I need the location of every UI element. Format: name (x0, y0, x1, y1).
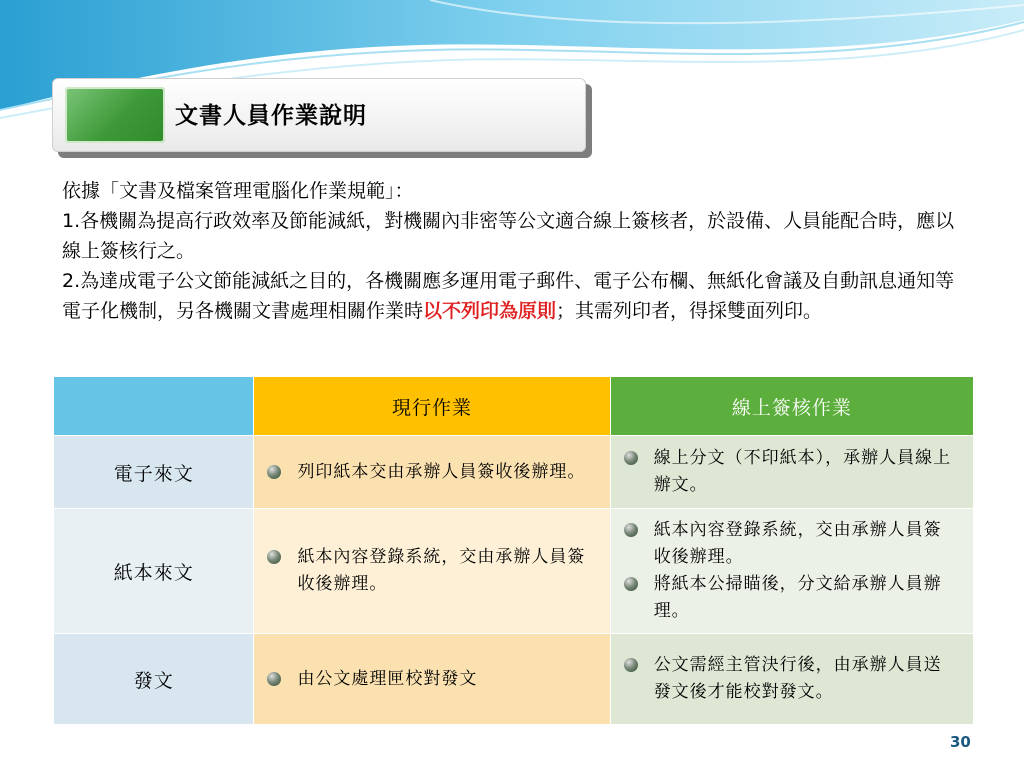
bullet-icon (624, 451, 638, 465)
bullet-icon (624, 658, 638, 672)
intro-line-3 (62, 266, 962, 326)
list-item-text: 紙本內容登錄系統，交由承辦人員簽收後辦理。 (653, 520, 942, 567)
table-row (54, 509, 974, 634)
intro-text (62, 176, 962, 326)
list-item (624, 652, 956, 706)
list-item-text: 列印紙本交由承辦人員簽收後辦理。 (297, 461, 586, 482)
intro-line-2: 1.各機關為提高行政效率及節能減紙，對機關內非密等公文適合線上簽核者，於設備、人員能配合時，應以線上簽核行之。 (62, 210, 955, 262)
table-header-row (54, 377, 974, 436)
list-item-text: 線上分文（不印紙本），承辦人員線上辦文。 (653, 448, 952, 495)
list-item (624, 571, 956, 625)
row-label: 發文 (54, 634, 254, 725)
header-blank (54, 377, 254, 436)
intro-line-3-text: 2.為達成電子公文節能減紙之目的，各機關應多運用電子郵件、電子公布欄、無紙化會議及自動訊息通知等電子化機制，另各機關文書處理相關作業時 (62, 270, 955, 322)
list-item-text: 由公文處理匣校對發文 (297, 668, 478, 689)
emphasis-no-print: 以不列印為原則 (423, 300, 557, 322)
list-item (267, 666, 592, 693)
current-cell (254, 436, 610, 509)
intro-line-3-tail: ；其需列印者，得採雙面列印。 (556, 300, 823, 322)
list-item-text: 公文需經主管決行後，由承辦人員送發文後才能校對發文。 (653, 655, 942, 702)
bullet-icon (267, 550, 281, 564)
list-item (267, 459, 592, 486)
comparison-table (53, 376, 974, 725)
intro-line-1: 依據「文書及檔案管理電腦化作業規範」： (62, 180, 414, 202)
online-cell (610, 436, 973, 509)
row-label: 電子來文 (54, 436, 254, 509)
current-cell (254, 634, 610, 725)
table-row (54, 436, 974, 509)
list-item (624, 517, 956, 571)
header-online-signoff: 線上簽核作業 (610, 377, 973, 436)
list-item-text: 紙本內容登錄系統，交由承辦人員簽收後辦理。 (297, 547, 586, 594)
current-cell (254, 509, 610, 634)
title-banner (52, 78, 586, 152)
list-item-text: 將紙本公掃瞄後，分文給承辦人員辦理。 (653, 574, 942, 621)
online-cell (610, 634, 973, 725)
page-number: 30 (950, 733, 971, 751)
header-current-process: 現行作業 (254, 377, 610, 436)
title-green-block (65, 87, 165, 143)
list-item (624, 445, 956, 499)
online-cell (610, 509, 973, 634)
slide-title: 文書人員作業說明 (175, 103, 367, 129)
table-row (54, 634, 974, 725)
bullet-icon (267, 672, 281, 686)
list-item (267, 544, 592, 598)
bullet-icon (267, 465, 281, 479)
bullet-icon (624, 523, 638, 537)
row-label: 紙本來文 (54, 509, 254, 634)
bullet-icon (624, 577, 638, 591)
